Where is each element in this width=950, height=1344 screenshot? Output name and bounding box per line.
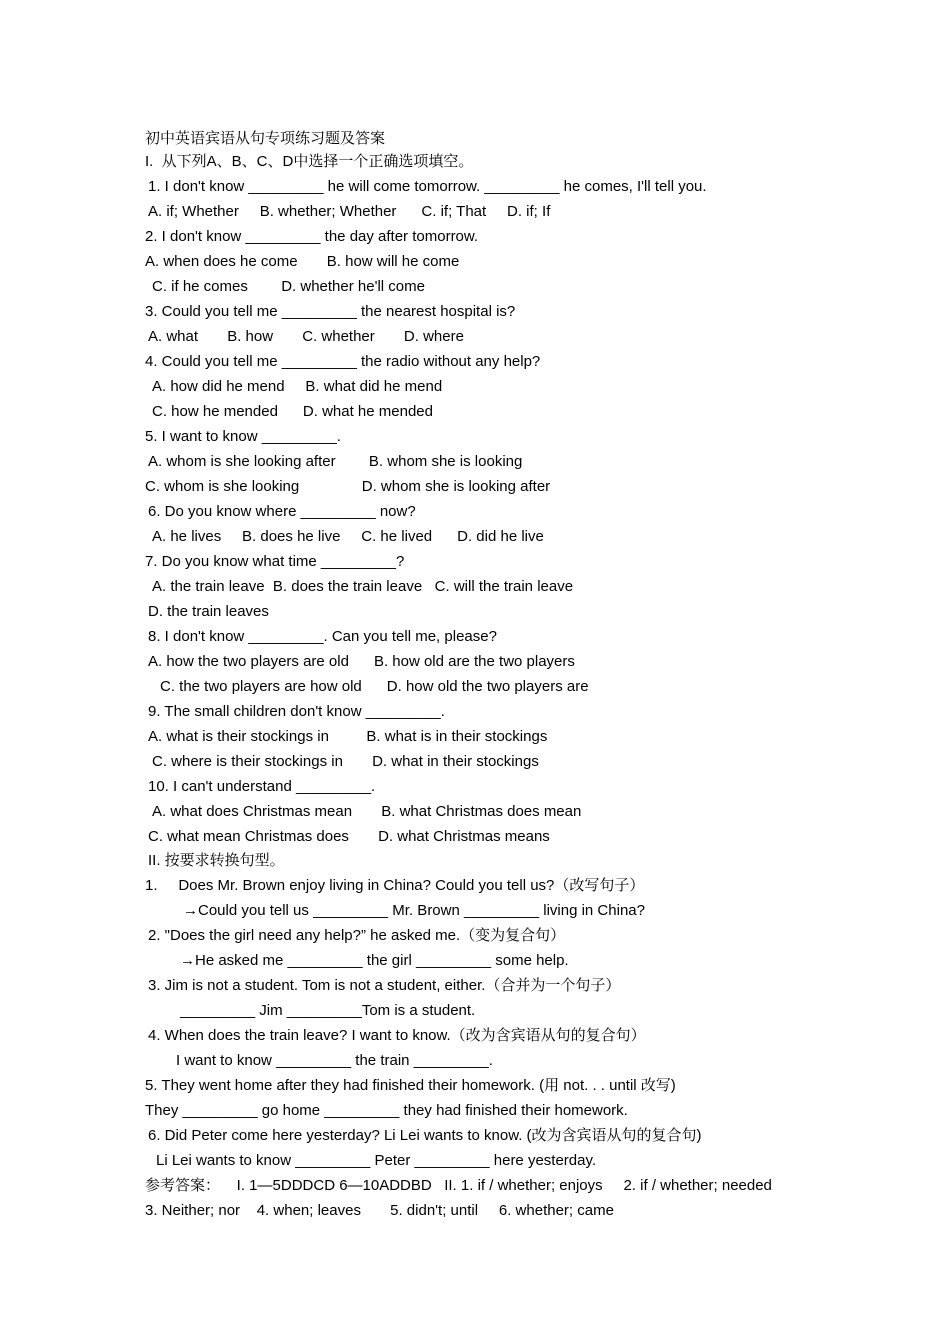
question-7: 7. Do you know what time _________? xyxy=(145,553,405,570)
question-2-options-cd: C. if he comes D. whether he'll come xyxy=(152,278,425,295)
question-5-options-cd: C. whom is she looking D. whom she is looking after xyxy=(145,478,551,495)
question-9: 9. The small children don't know _________. xyxy=(148,703,445,720)
question-1: 1. I don't know _________ he will come tomorrow. _________ he comes, I'll tell you. xyxy=(148,178,707,195)
question-10: 10. I can't understand _________. xyxy=(148,778,376,795)
question-2: 2. I don't know _________ the day after tomorrow. xyxy=(145,228,479,245)
transform-6-answer: Li Lei wants to know _________ Peter _________ here yesterday. xyxy=(156,1152,597,1169)
question-9-options-cd: C. where is their stockings in D. what in their stockings xyxy=(152,753,539,770)
question-6-options: A. he lives B. does he live C. he lived D. did he live xyxy=(152,528,544,545)
transform-4-answer: I want to know _________ the train _________. xyxy=(176,1052,493,1069)
question-2-options-ab: A. when does he come B. how will he come xyxy=(145,253,460,270)
answer-key-line-1: 参考答案： I. 1—5DDDCD 6—10ADDBD II. 1. if / whether; enjoys 2. if / whether; needed xyxy=(145,1177,772,1194)
question-8-options-ab: A. how the two players are old B. how old are the two players xyxy=(148,653,575,670)
question-4-options-ab: A. how did he mend B. what did he mend xyxy=(152,378,443,395)
transform-4: 4. When does the train leave? I want to know.（改为含宾语从句的复合句） xyxy=(148,1027,646,1044)
question-8: 8. I don't know _________. Can you tell me, please? xyxy=(148,628,497,645)
transform-5-answer: They _________ go home _________ they had finished their homework. xyxy=(145,1102,628,1119)
question-4: 4. Could you tell me _________ the radio without any help? xyxy=(145,353,541,370)
transform-3-answer: _________ Jim _________Tom is a student. xyxy=(180,1002,476,1019)
question-10-options-ab: A. what does Christmas mean B. what Christmas does mean xyxy=(152,803,582,820)
transform-1: 1. Does Mr. Brown enjoy living in China? Could you tell us?（改写句子） xyxy=(145,877,645,894)
transform-1-answer: →Could you tell us _________ Mr. Brown _________ living in China? xyxy=(183,902,645,919)
question-5: 5. I want to know _________. xyxy=(145,428,341,445)
answer-key-line-2: 3. Neither; nor 4. when; leaves 5. didn't; until 6. whether; came xyxy=(145,1202,614,1219)
question-3: 3. Could you tell me _________ the nearest hospital is? xyxy=(145,303,516,320)
question-8-options-cd: C. the two players are how old D. how old the two players are xyxy=(160,678,589,695)
question-9-options-ab: A. what is their stockings in B. what is in their stockings xyxy=(148,728,548,745)
question-4-options-cd: C. how he mended D. what he mended xyxy=(152,403,433,420)
section-2-heading: II. 按要求转换句型。 xyxy=(148,852,285,869)
question-7-option-d: D. the train leaves xyxy=(148,603,269,620)
question-10-options-cd: C. what mean Christmas does D. what Christmas means xyxy=(148,828,550,845)
question-7-options-abc: A. the train leave B. does the train leave C. will the train leave xyxy=(152,578,574,595)
section-1-heading: I. 从下列A、B、C、D中选择一个正确选项填空。 xyxy=(145,153,474,170)
transform-5: 5. They went home after they had finished their homework. (用 not. . . until 改写) xyxy=(145,1077,676,1094)
transform-2: 2. "Does the girl need any help?” he asked me.（变为复合句） xyxy=(148,927,566,944)
question-1-options: A. if; Whether B. whether; Whether C. if; That D. if; If xyxy=(148,203,551,220)
question-5-options-ab: A. whom is she looking after B. whom she is looking xyxy=(148,453,523,470)
question-6: 6. Do you know where _________ now? xyxy=(148,503,416,520)
transform-6: 6. Did Peter come here yesterday? Li Lei wants to know. (改为含宾语从句的复合句) xyxy=(148,1127,702,1144)
transform-2-answer: →He asked me _________ the girl _________ some help. xyxy=(180,952,569,969)
document-title: 初中英语宾语从句专项练习题及答案 xyxy=(145,129,386,147)
question-3-options: A. what B. how C. whether D. where xyxy=(148,328,464,345)
transform-3: 3. Jim is not a student. Tom is not a student, either.（合并为一个句子） xyxy=(148,977,621,994)
